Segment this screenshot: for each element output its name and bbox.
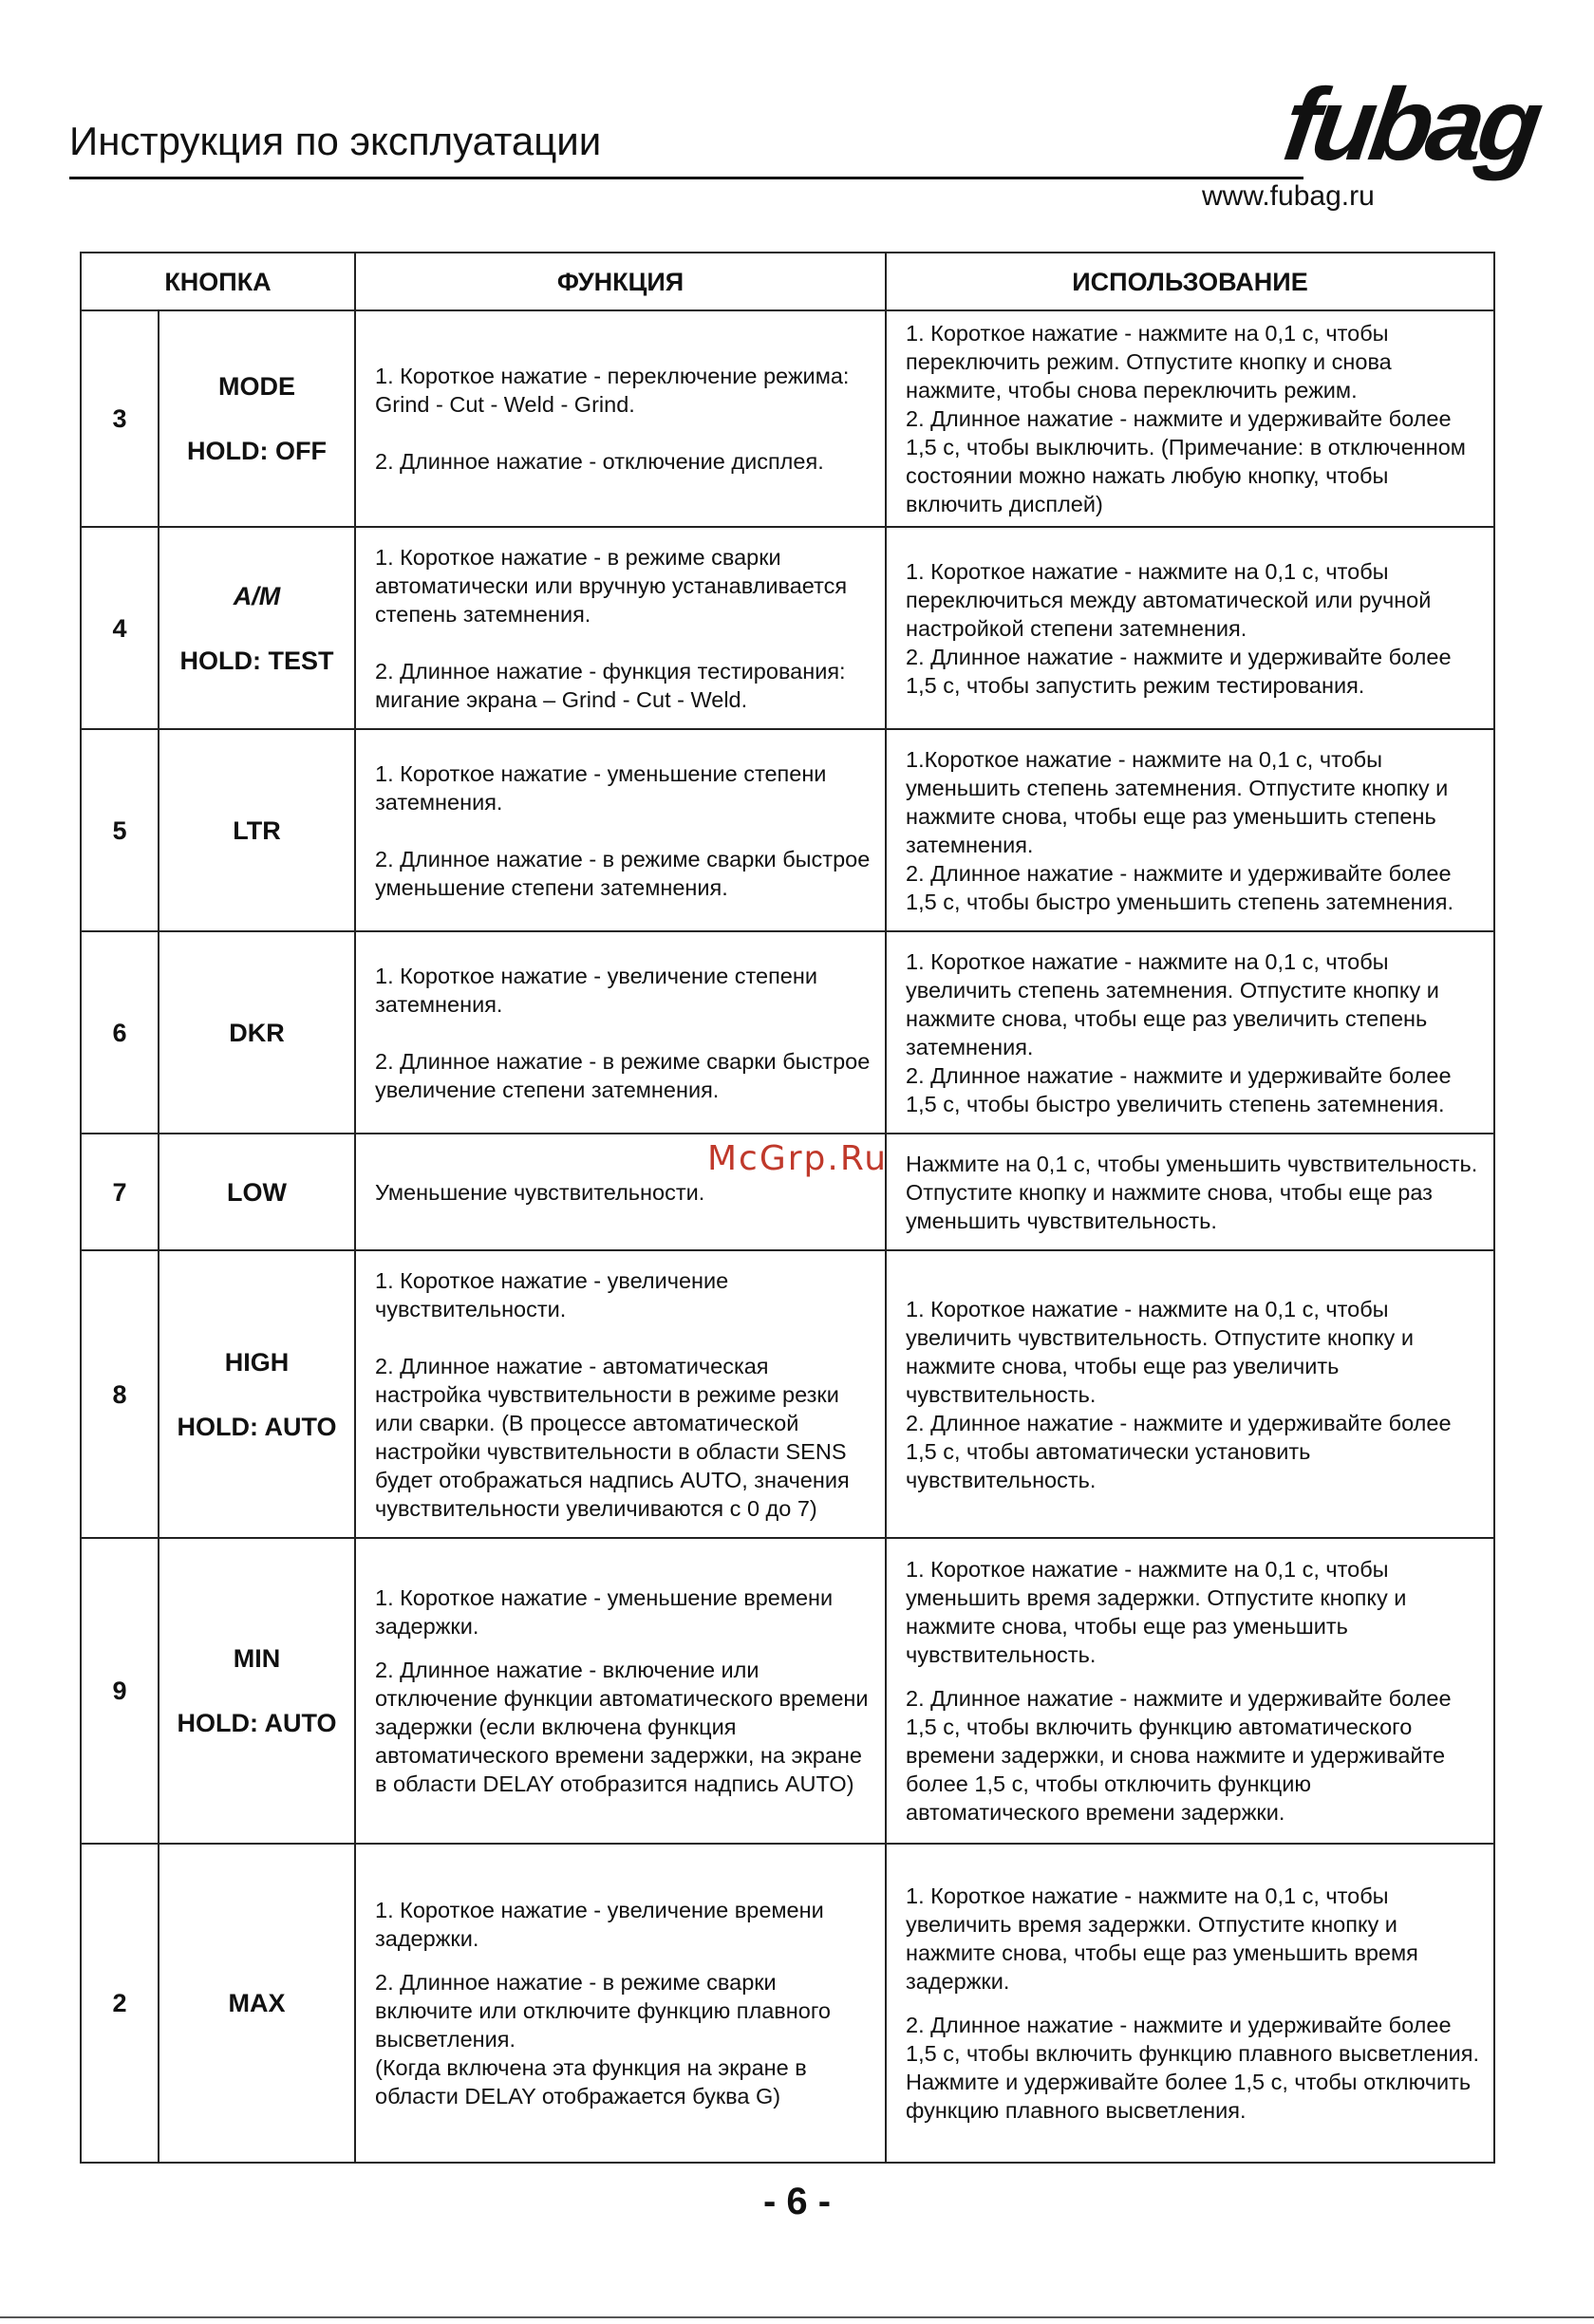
button-name xyxy=(159,527,355,729)
function-text: 1. Короткое нажатие - уменьшение степени затемнения. xyxy=(375,760,827,815)
button-name xyxy=(159,1538,355,1844)
table-row xyxy=(81,1250,1494,1538)
watermark: McGrp.Ru xyxy=(707,1139,889,1178)
usage-cell xyxy=(886,931,1494,1134)
row-number: 4 xyxy=(81,527,159,729)
usage-text: Нажмите на 0,1 с, чтобы уменьшить чувствительность. Отпустите кнопку и нажмите снова, чтобы еще раз уменьшить чувствительность. xyxy=(906,1151,1478,1233)
usage-text: Нажмите и удерживайте более 1,5 с, чтобы отключить функцию плавного высветления. xyxy=(906,2070,1472,2123)
usage-cell xyxy=(886,1844,1494,2163)
function-text: 1. Короткое нажатие - уменьшение времени задержки. xyxy=(375,1585,834,1639)
function-text: 2. Длинное нажатие - отключение дисплея. xyxy=(375,449,824,474)
button-hold-label: HOLD: TEST xyxy=(179,646,334,675)
function-text: 2. Длинное нажатие - в режиме сварки быстрое уменьшение степени затемнения. xyxy=(375,846,871,900)
button-name xyxy=(159,310,355,527)
logo-wordmark: fubag xyxy=(1277,66,1545,181)
usage-text: 2. Длинное нажатие - нажмите и удерживайте более 1,5 с, чтобы быстро увеличить степень затемнения. xyxy=(906,1062,1452,1116)
row-number: 5 xyxy=(81,729,159,931)
button-name xyxy=(159,1250,355,1538)
usage-text: 2. Длинное нажатие - нажмите и удерживайте более 1,5 с, чтобы автоматически установить чувствительность. xyxy=(906,1410,1452,1492)
function-text: 1. Короткое нажатие - увеличение чувствительности. xyxy=(375,1267,729,1321)
function-cell xyxy=(355,1844,886,2163)
function-text: 1. Короткое нажатие - в режиме сварки автоматически или вручную устанавливается степень затемнения. xyxy=(375,544,848,627)
button-label: MAX xyxy=(228,1989,286,2017)
page-number: - 6 - xyxy=(762,2181,832,2222)
button-label: HIGH xyxy=(224,1347,290,1377)
usage-cell xyxy=(886,1134,1494,1250)
function-cell xyxy=(355,931,886,1134)
usage-text: 1. Короткое нажатие - нажмите на 0,1 с, чтобы увеличить степень затемнения. Отпустите кнопку и нажмите снова, чтобы еще раз увеличить степень затемнения. xyxy=(906,948,1439,1059)
row-number: 8 xyxy=(81,1250,159,1538)
usage-text: 1.Короткое нажатие - нажмите на 0,1 с, чтобы уменьшить степень затемнения. Отпустите кнопку и нажмите снова, чтобы еще раз уменьшить степень затемнения. xyxy=(906,746,1449,857)
button-label: A/M xyxy=(233,581,281,610)
column-header-button: КНОПКА xyxy=(81,253,355,310)
column-header-usage: ИСПОЛЬЗОВАНИЕ xyxy=(886,253,1494,310)
button-label: LTR xyxy=(233,815,281,845)
row-number: 7 xyxy=(81,1134,159,1250)
function-text: (Когда включена эта функция на экране в области DELAY отображается буква G) xyxy=(375,2055,807,2108)
row-number: 9 xyxy=(81,1538,159,1844)
row-number: 3 xyxy=(81,310,159,527)
function-text: 1. Короткое нажатие - увеличение времени задержки. xyxy=(375,1898,824,1951)
usage-cell xyxy=(886,527,1494,729)
usage-cell xyxy=(886,1250,1494,1538)
bottom-divider xyxy=(0,2316,1594,2318)
page-title: Инструкция по эксплуатации xyxy=(69,119,602,163)
function-cell xyxy=(355,729,886,931)
usage-text: 1. Короткое нажатие - нажмите на 0,1 с, чтобы увеличить чувствительность. Отпустите кнопку и нажмите снова, чтобы еще раз увеличить чувствительность. xyxy=(906,1296,1414,1407)
usage-text: 1. Короткое нажатие - нажмите на 0,1 с, чтобы увеличить время задержки. Отпустите кнопку и нажмите снова, чтобы еще раз уменьшить время задержки. xyxy=(906,1884,1418,1994)
function-cell xyxy=(355,1538,886,1844)
button-hold-label: HOLD: OFF xyxy=(187,437,327,465)
button-hold-label: HOLD: AUTO xyxy=(177,1709,337,1737)
function-text: 2. Длинное нажатие - в режиме сварки быстрое увеличение степени затемнения. xyxy=(375,1048,871,1102)
usage-cell xyxy=(886,310,1494,527)
site-url: www.fubag.ru xyxy=(1202,180,1375,212)
usage-text: 2. Длинное нажатие - нажмите и удерживайте более 1,5 с, чтобы выключить. (Примечание: в отключенном состоянии можно нажать любую кнопку, чтобы включить дисплей) xyxy=(906,406,1466,516)
usage-text: 1. Короткое нажатие - нажмите на 0,1 с, чтобы уменьшить время задержки. Отпустите кнопку и нажмите снова, чтобы еще раз уменьшить чувствительность. xyxy=(906,1557,1407,1667)
button-name xyxy=(159,1134,355,1250)
button-hold-label: HOLD: AUTO xyxy=(177,1412,337,1441)
fubag-logo xyxy=(1277,63,1545,196)
button-name xyxy=(159,729,355,931)
button-label: MODE xyxy=(218,372,295,401)
table-row xyxy=(81,1844,1494,2163)
function-cell xyxy=(355,310,886,527)
function-text: 1. Короткое нажатие - увеличение степени затемнения. xyxy=(375,963,817,1017)
usage-text: 2. Длинное нажатие - нажмите и удерживайте более 1,5 с, чтобы запустить режим тестирования. xyxy=(906,644,1452,698)
function-text: Уменьшение чувствительности. xyxy=(375,1179,705,1205)
function-text: 1. Короткое нажатие - переключение режима: Grind - Cut - Weld - Grind. xyxy=(375,364,850,417)
table-row xyxy=(81,310,1494,527)
function-text: 2. Длинное нажатие - включение или отключение функции автоматического времени задержки (если включена функция автоматического времени задержки, на экране в области DELAY отобразится надпись AUTO) xyxy=(375,1658,869,1796)
usage-text: 2. Длинное нажатие - нажмите и удерживайте более 1,5 с, чтобы включить функцию плавного высветления. xyxy=(906,2013,1479,2066)
function-text: 2. Длинное нажатие - функция тестирования: мигание экрана – Grind - Cut - Weld. xyxy=(375,658,846,712)
function-text: 2. Длинное нажатие - в режиме сварки включите или отключите функцию плавного высветления. xyxy=(375,1970,831,2052)
usage-text: 1. Короткое нажатие - нажмите на 0,1 с, чтобы переключить режим. Отпустите кнопку и снова нажмите, чтобы снова переключить режим. xyxy=(906,321,1392,403)
usage-text: 2. Длинное нажатие - нажмите и удерживайте более 1,5 с, чтобы включить функцию автоматического времени задержки, и снова нажмите и удерживайте более 1,5 с, чтобы отключить функцию автоматического времени задержки. xyxy=(906,1686,1452,1825)
row-number: 2 xyxy=(81,1844,159,2163)
table-row xyxy=(81,527,1494,729)
button-label: DKR xyxy=(229,1018,285,1047)
button-name xyxy=(159,931,355,1134)
header-divider xyxy=(69,177,1303,179)
usage-text: 1. Короткое нажатие - нажмите на 0,1 с, чтобы переключиться между автоматической или ручной настройкой степени затемнения. xyxy=(906,558,1432,641)
table-row xyxy=(81,1538,1494,1844)
button-function-table xyxy=(80,252,1495,2164)
button-name xyxy=(159,1844,355,2163)
table-row xyxy=(81,729,1494,931)
function-cell xyxy=(355,1250,886,1538)
usage-cell xyxy=(886,1538,1494,1844)
function-cell xyxy=(355,527,886,729)
button-label: LOW xyxy=(227,1177,287,1207)
table-header-row xyxy=(81,253,1494,310)
column-header-function: ФУНКЦИЯ xyxy=(355,253,886,310)
usage-cell xyxy=(886,729,1494,931)
function-text: 2. Длинное нажатие - автоматическая настройка чувствительности в режиме резки или сварки. (В процессе автоматической настройки чувствительности в области SENS будет отображаться надпись AUTO, значения чувствительности увеличиваются с 0 до 7) xyxy=(375,1353,850,1521)
table-row xyxy=(81,931,1494,1134)
button-label: MIN xyxy=(233,1644,281,1673)
row-number: 6 xyxy=(81,931,159,1134)
usage-text: 2. Длинное нажатие - нажмите и удерживайте более 1,5 с, чтобы быстро уменьшить степень затемнения. xyxy=(906,860,1454,914)
